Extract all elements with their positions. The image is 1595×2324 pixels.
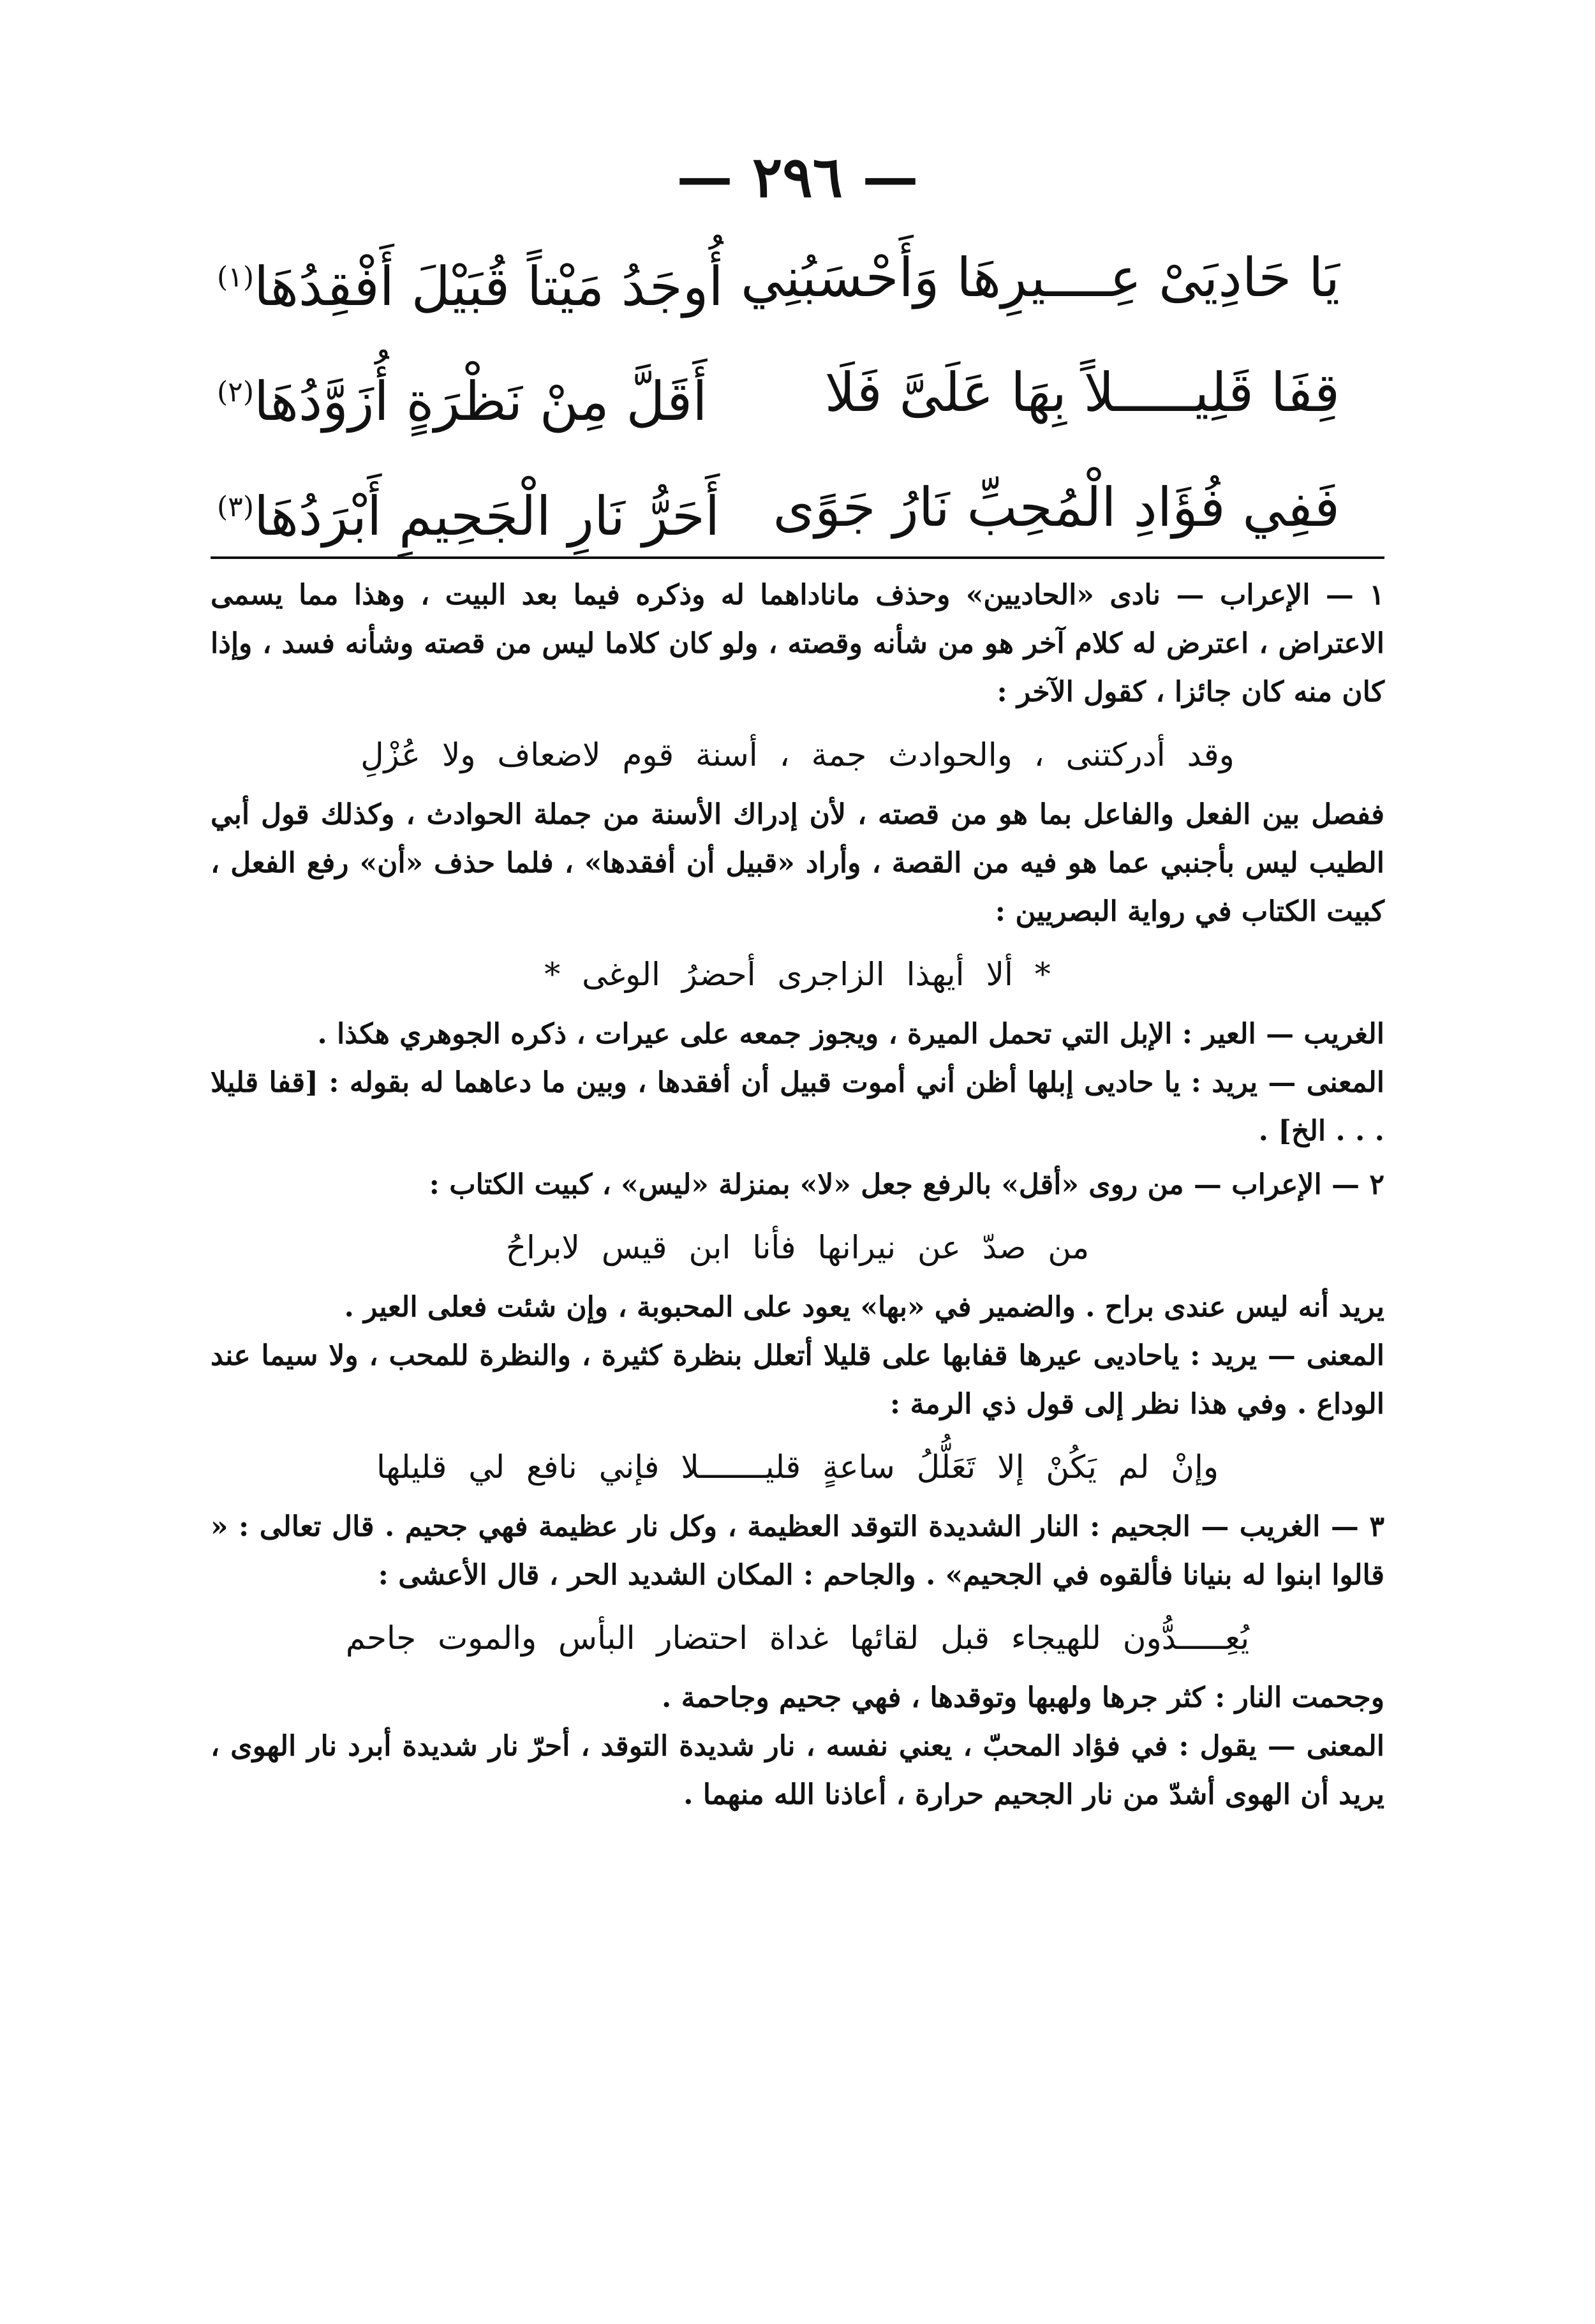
note-3-quoted-verse-asha: يُعِـــــدُّون للهيجاء قبل لقائها غداة احتضار البأس والموت جاحم xyxy=(345,1620,1250,1657)
note-1-parsing-continued: ففصل بين الفعل والفاعل بما هو من قصته ، لأن إدراك الأسنة من جملة الحوادث ، وكذلك قول أبي الطيب ليس بأجنبي عما هو فيه من القصة ، وأراد «قبيل أن أفقدها» ، فلما حذف «أن» رفع الفعل ، كبيت الكتاب في رواية البصريين : xyxy=(211,798,1384,928)
note-1-meaning: المعنى — يريد : يا حاديى إبلها أظن أني أموت قبيل أن أفقدها ، وبين ما دعاهما له بقوله : [قفا قليلا . . . الخ] . xyxy=(211,1066,1384,1147)
verse-3 xyxy=(217,450,1340,565)
note-3-vocabulary: ٣ — الغريب — الجحيم : النار الشديدة التوقد العظيمة ، وكل نار عظيمة فهي جحيم . قال تعالى : « قالوا ابنوا له بنيانا فألقوه في الجحيم» . والجاحم : المكان الشديد الحر ، قال الأعشى : xyxy=(211,1510,1384,1591)
poem xyxy=(217,220,1340,565)
note-1-vocabulary: الغريب — العير : الإبل التي تحمل الميرة ، ويجوز جمعه على عيرات ، ذكره الجوهري هكذا . xyxy=(317,1018,1384,1050)
verse-2-second-text: أَقَلَّ مِنْ نَظْرَةٍ أُزَوَّدُهَا xyxy=(253,370,708,433)
footnote-mark-3: (٣) xyxy=(217,491,254,523)
note-2-quoted-verse: من صدّ عن نيرانها فأنا ابن قيس لابراحُ xyxy=(505,1229,1090,1266)
footnote-mark-2: (٢) xyxy=(217,376,254,408)
note-2-parsing: ٢ — الإعراب — من روى «أقل» بالرفع جعل «لا» بمنزلة «ليس» ، كبيت الكتاب : xyxy=(429,1168,1384,1201)
verse-3-first-hemistich: فَفِي فُؤَادِ الْمُحِبِّ نَارُ جَوًى xyxy=(773,476,1340,539)
verse-1-first-hemistich: يَا حَادِيَىْ عِــــيرِهَا وَأَحْسَبُنِي xyxy=(740,246,1340,309)
note-2-meaning: المعنى — يريد : ياحاديى عيرها قفابها على قليلا أتعلل بنظرة كثيرة ، والنظرة للمحب ، ولا سيما عند الوداع . وفي هذا نظر إلى قول ذي الرمة : xyxy=(211,1339,1384,1420)
verse-1-second-hemistich xyxy=(217,220,723,344)
verse-2 xyxy=(217,335,1340,450)
verse-3-second-text: أَحَرُّ نَارِ الْجَحِيمِ أَبْرَدُهَا xyxy=(253,485,720,547)
verse-1-second-text: أُوجَدُ مَيْتاً قُبَيْلَ أَفْقِدُهَا xyxy=(253,255,723,318)
footnote-divider xyxy=(211,556,1384,559)
verse-2-first-hemistich: قِفَا قَلِيـــــلاً بِهَا عَلَىَّ فَلَا xyxy=(824,361,1340,424)
note-1-quoted-verse: وقد أدركتنى ، والحوادث جمة ، أسنة قوم لاضعاف ولا عُزْلِ xyxy=(360,736,1235,773)
note-3-vocabulary-continued: وجحمت النار : كثر جرها ولهبها وتوقدها ، فهي جحيم وجاحمة . xyxy=(662,1681,1384,1714)
commentary xyxy=(211,571,1384,1819)
page-number: — ٢٩٦ — xyxy=(676,144,919,210)
verse-3-second-hemistich xyxy=(217,450,720,574)
verse-1 xyxy=(217,220,1340,335)
note-2-parsing-continued: يريد أنه ليس عندى براح . والضمير في «بها» يعود على المحبوبة ، وإن شئت فعلى العير . xyxy=(344,1291,1384,1323)
note-1-quoted-hemistich: * ألا أيهذا الزاجرى أحضرُ الوغى * xyxy=(544,956,1051,993)
note-2-quoted-verse-dhu-rumma: وإنْ لم يَكُنْ إلا تَعَلُّلُ ساعةٍ قليـــــــلا فإني نافع لي قليلها xyxy=(376,1449,1219,1486)
note-1-parsing: ١ — الإعراب — نادى «الحاديين» وحذف ماناداهما له وذكره فيما بعد البيت ، وهذا مما يسمى الاعتراض ، اعترض له كلام آخر هو من شأنه وقصته ، ولو كان كلاما ليس من قصته وشأنه فسد ، وإذا كان منه كان جائزا ، كقول الآخر : xyxy=(211,579,1384,708)
note-3-meaning: المعنى — يقول : في فؤاد المحبّ ، يعني نفسه ، نار شديدة التوقد ، أحرّ نار شديدة أبرد نار الهوى ، يريد أن الهوى أشدّ من نار الجحيم حرارة ، أعاذنا الله منهما . xyxy=(211,1730,1384,1811)
verse-2-second-hemistich xyxy=(217,335,708,459)
footnote-mark-1: (١) xyxy=(217,261,254,294)
